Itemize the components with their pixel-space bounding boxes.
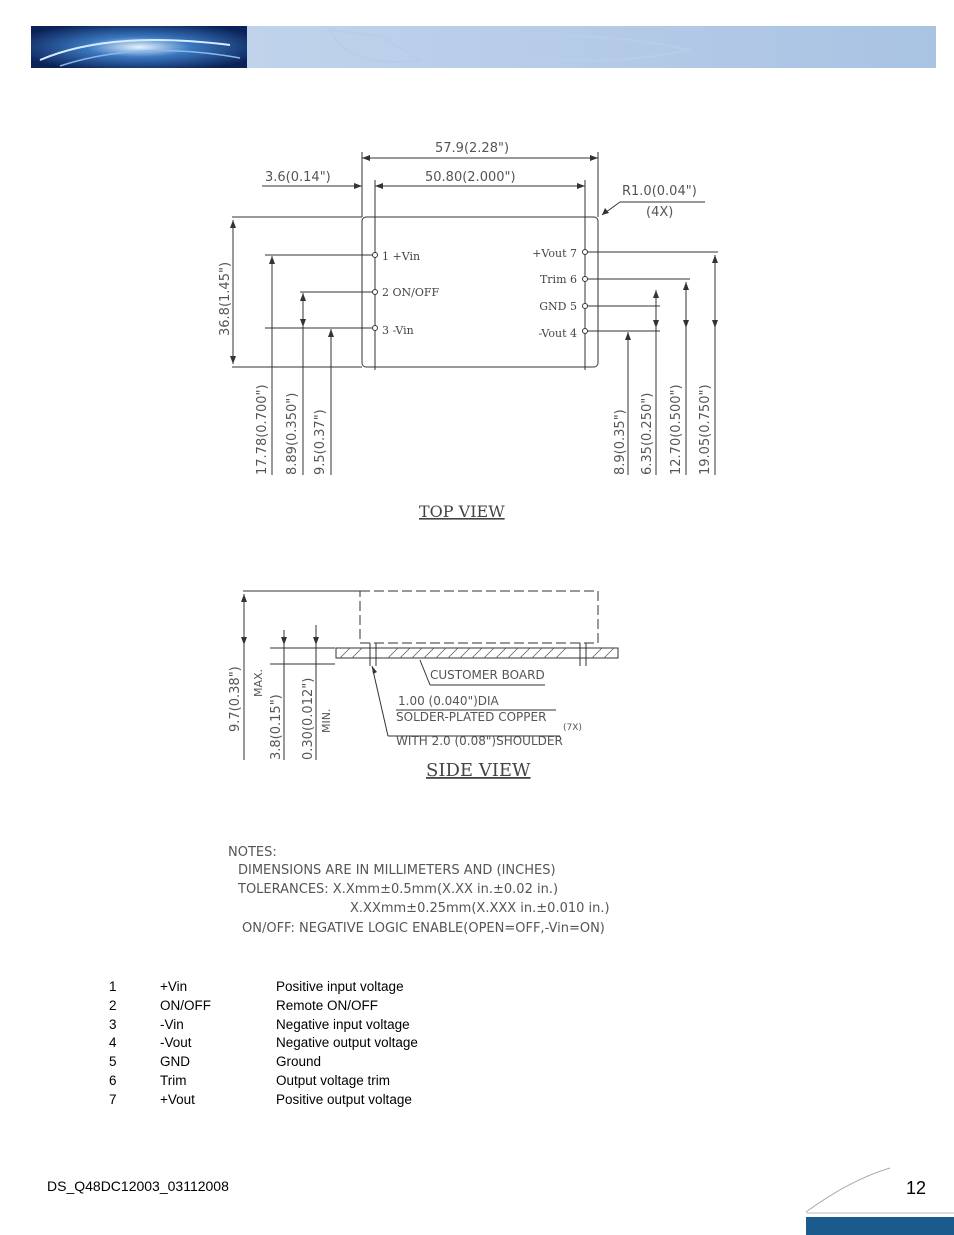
table-row — [109, 997, 418, 1016]
pin-label-6: Trim 6 — [539, 273, 577, 286]
pin-name: -Vin — [160, 1016, 184, 1032]
pin-number: 6 — [109, 1072, 117, 1088]
notes-line-2: TOLERANCES: X.Xmm±0.5mm(X.XX in.±0.02 in.) — [238, 882, 559, 897]
pin-function-table — [109, 978, 418, 1110]
pin-note-diameter: 1.00 (0.040")DIA — [398, 694, 499, 708]
pin-description: Output voltage trim — [276, 1072, 391, 1088]
dim-edge-offset: 3.6(0.14") — [265, 170, 331, 185]
dim-height: 36.8(1.45") — [218, 261, 233, 336]
pin-label-2: 2 ON/OFF — [382, 286, 440, 299]
pin-number: 1 — [109, 979, 117, 994]
page-number: 12 — [906, 1178, 927, 1198]
pin-number: 5 — [109, 1054, 117, 1070]
table-row — [109, 978, 418, 997]
notes-line-4: ON/OFF: NEGATIVE LOGIC ENABLE(OPEN=OFF,-Vin=ON) — [242, 921, 605, 936]
side-view-title: SIDE VIEW — [426, 760, 531, 781]
notes-heading: NOTES: — [228, 845, 277, 860]
side-dim-standoff: 0.30(0.012") — [301, 677, 316, 760]
module-outline-side — [360, 591, 598, 643]
notes-line-3: X.XXmm±0.25mm(X.XXX in.±0.010 in.) — [350, 901, 610, 916]
pin-number: 7 — [109, 1091, 117, 1107]
pin-description: Remote ON/OFF — [276, 997, 379, 1013]
notes-line-1: DIMENSIONS ARE IN MILLIMETERS AND (INCHES) — [238, 863, 556, 878]
pin-note-count: (7X) — [563, 723, 582, 733]
document-code: DS_Q48DC12003_03112008 — [47, 1178, 229, 1194]
pin-name: Trim — [160, 1072, 187, 1088]
table-row — [109, 1091, 418, 1110]
pin-description: Positive output voltage — [276, 1091, 412, 1107]
side-dim-standoff-note: MIN. — [320, 708, 333, 733]
dim-right-1: 8.9(0.35") — [613, 409, 628, 475]
pin-number: 2 — [109, 997, 117, 1013]
dim-right-2: 6.35(0.250") — [640, 392, 655, 475]
top-view-title: TOP VIEW — [419, 502, 505, 521]
pin-number: 3 — [109, 1016, 117, 1032]
side-dim-height-note: MAX. — [252, 668, 265, 697]
pin-description: Negative output voltage — [276, 1035, 418, 1051]
pin-label-1: 1 +Vin — [382, 250, 421, 263]
table-row — [109, 1016, 418, 1035]
table-row — [109, 1072, 418, 1091]
dim-right-3: 12.70(0.500") — [669, 384, 684, 475]
pin-name: GND — [160, 1054, 190, 1070]
dim-left-3: 9.5(0.37") — [313, 409, 328, 475]
pin-description: Ground — [276, 1054, 322, 1070]
pin-name: -Vout — [160, 1035, 192, 1051]
dim-radius: R1.0(0.04") — [622, 184, 697, 199]
pin-label-7: +Vout 7 — [532, 247, 577, 260]
pin-note-material: SOLDER-PLATED COPPER — [396, 710, 547, 724]
pin-label-5: GND 5 — [539, 300, 577, 313]
pin-name: +Vout — [160, 1091, 195, 1107]
table-row — [109, 1034, 418, 1053]
pin-name: ON/OFF — [160, 997, 211, 1013]
dim-overall-length: 57.9(2.28") — [435, 141, 510, 156]
dim-left-2: 8.89(0.350") — [285, 392, 300, 475]
pin-note-shoulder: WITH 2.0 (0.08")SHOULDER — [396, 734, 563, 748]
pin-label-4: -Vout 4 — [538, 327, 577, 340]
dim-left-1: 17.78(0.700") — [255, 384, 270, 475]
pin-name: +Vin — [160, 979, 188, 994]
side-dim-pin-length: 3.8(0.15") — [269, 694, 284, 760]
pin-description: Positive input voltage — [276, 979, 404, 994]
side-dim-height: 9.7(0.38") — [228, 666, 243, 732]
pin-number: 4 — [109, 1035, 117, 1051]
dim-radius-count: (4X) — [646, 205, 674, 220]
dim-right-4: 19.05(0.750") — [698, 384, 713, 475]
customer-board-label: CUSTOMER BOARD — [430, 668, 545, 682]
pin-label-3: 3 -Vin — [382, 324, 414, 337]
pin-description: Negative input voltage — [276, 1016, 410, 1032]
table-row — [109, 1053, 418, 1072]
dim-pin-spacing: 50.80(2.000") — [425, 170, 516, 185]
